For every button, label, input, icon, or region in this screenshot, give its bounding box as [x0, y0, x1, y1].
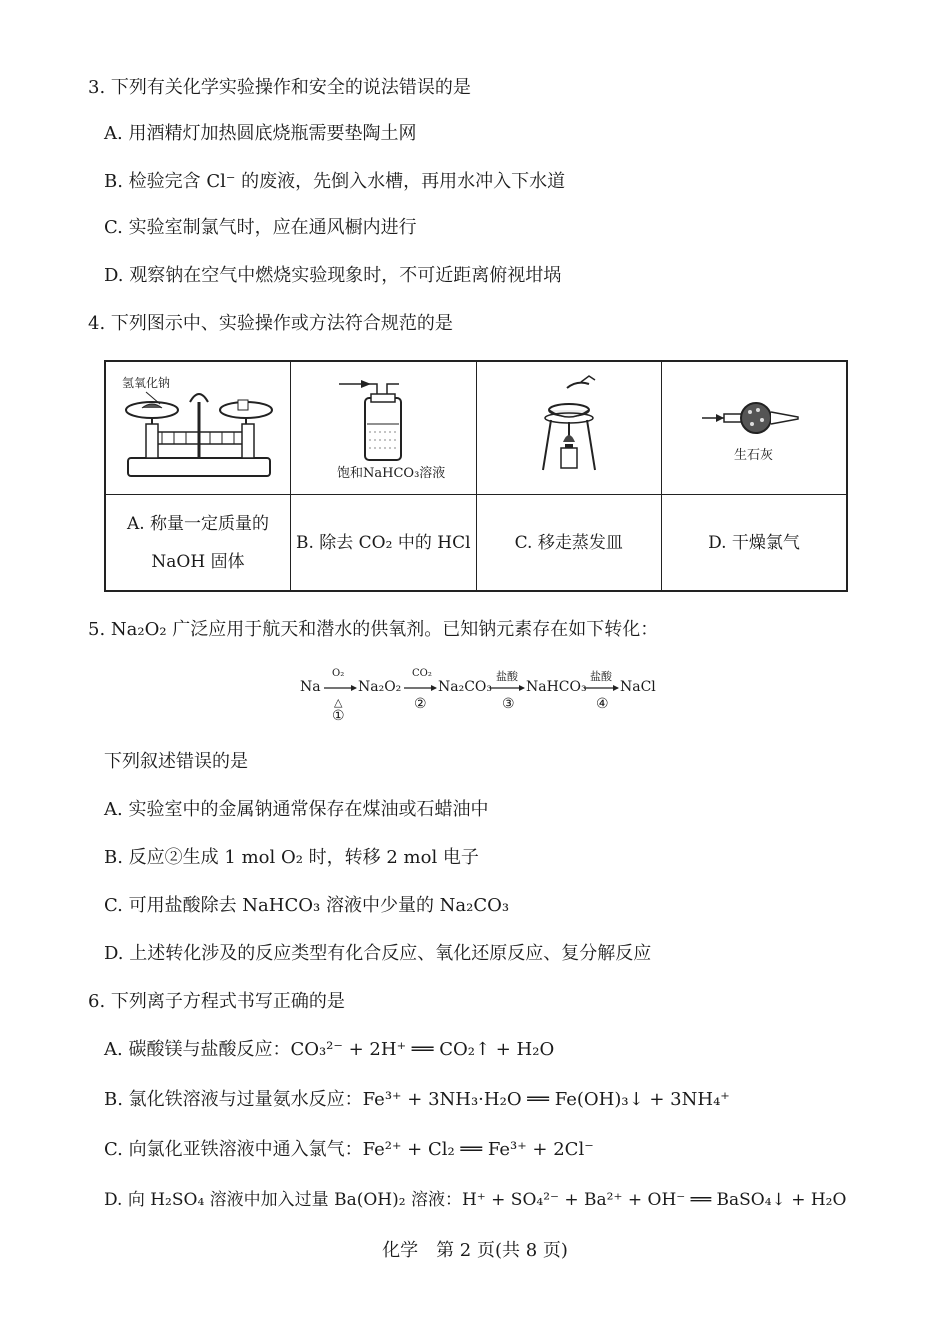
q3-stem: 3. 下列有关化学实验操作和安全的说法错误的是	[88, 77, 471, 98]
q5-option-b: B. 反应②生成 1 mol O₂ 时，转移 2 mol 电子	[104, 847, 479, 868]
q4-stem: 4. 下列图示中、实验操作或方法符合规范的是	[88, 313, 453, 334]
balance-illustration	[106, 362, 292, 494]
step-4-number: ④	[596, 696, 609, 712]
q5-option-c: C. 可用盐酸除去 NaHCO₃ 溶液中少量的 Na₂CO₃	[104, 895, 510, 916]
caption-d: D. 干燥氯气	[662, 495, 848, 592]
q5-option-a: A. 实验室中的金属钠通常保存在煤油或石蜡油中	[104, 799, 489, 820]
q3-option-a: A. 用酒精灯加热圆底烧瓶需要垫陶土网	[104, 123, 417, 144]
reagent-3-top: 盐酸	[496, 670, 518, 683]
species-na2o2: Na₂O₂	[358, 679, 402, 695]
caption-a-line2: NaOH 固体	[151, 551, 245, 572]
caption-a-line1: A. 称量一定质量的	[126, 513, 270, 534]
figure-d-cell	[662, 361, 848, 495]
q6-option-b: B. 氯化铁溶液与过量氨水反应：Fe³⁺ + 3NH₃·H₂O ══ Fe(OH)₃↓ + 3NH₄⁺	[104, 1089, 730, 1110]
caption-c: C. 移走蒸发皿	[476, 495, 662, 592]
drying-tube-illustration	[662, 362, 848, 494]
chain-arrows	[300, 668, 660, 728]
figure-b-cell	[291, 361, 477, 495]
evaporating-dish-illustration	[477, 362, 663, 494]
q5-stem: 5. Na₂O₂ 广泛应用于航天和潜水的供氧剂。已知钠元素存在如下转化：	[88, 619, 659, 640]
figure-b-label: 饱和NaHCO₃溶液	[337, 466, 446, 481]
q3-option-b: B. 检验完含 Cl⁻ 的废液，先倒入水槽，再用水冲入下水道	[104, 171, 566, 192]
reagent-1-top: O₂	[332, 668, 345, 679]
conversion-chain	[300, 668, 660, 728]
species-na2co3: Na₂CO₃	[438, 679, 493, 695]
species-nahco3: NaHCO₃	[526, 679, 587, 695]
q6-option-d: D. 向 H₂SO₄ 溶液中加入过量 Ba(OH)₂ 溶液：H⁺ + SO₄²⁻ + Ba²⁺ + OH⁻ ══ BaSO₄↓ + H₂O	[104, 1190, 847, 1210]
q3-option-d: D. 观察钠在空气中燃烧实验现象时，不可近距离俯视坩埚	[104, 265, 562, 286]
q6-stem: 6. 下列离子方程式书写正确的是	[88, 991, 345, 1012]
reagent-4-top: 盐酸	[590, 670, 612, 683]
q5-option-d: D. 上述转化涉及的反应类型有化合反应、氧化还原反应、复分解反应	[104, 943, 652, 964]
q4-figure-table	[104, 360, 848, 592]
figure-a-label: 氢氧化钠	[122, 376, 171, 390]
step-1-number: ①	[332, 708, 345, 724]
reagent-1-bottom: △	[334, 696, 343, 709]
species-nacl: NaCl	[620, 679, 656, 695]
step-2-number: ②	[414, 696, 427, 712]
q6-option-c: C. 向氯化亚铁溶液中通入氯气：Fe²⁺ + Cl₂ ══ Fe³⁺ + 2Cl⁻	[104, 1139, 594, 1160]
reagent-2-top: CO₂	[412, 668, 432, 679]
figure-c-cell	[476, 361, 662, 495]
species-na: Na	[300, 679, 321, 695]
caption-a	[105, 495, 291, 592]
figure-d-label: 生石灰	[734, 448, 774, 463]
q6-option-a: A. 碳酸镁与盐酸反应：CO₃²⁻ + 2H⁺ ══ CO₂↑ + H₂O	[104, 1039, 555, 1060]
q3-option-c: C. 实验室制氯气时，应在通风橱内进行	[104, 217, 417, 238]
figure-a-cell	[105, 361, 291, 495]
caption-b: B. 除去 CO₂ 中的 HCl	[291, 495, 477, 592]
page-footer: 化学 第 2 页(共 8 页)	[382, 1240, 568, 1261]
step-3-number: ③	[502, 696, 515, 712]
q5-subquestion: 下列叙述错误的是	[104, 751, 248, 772]
